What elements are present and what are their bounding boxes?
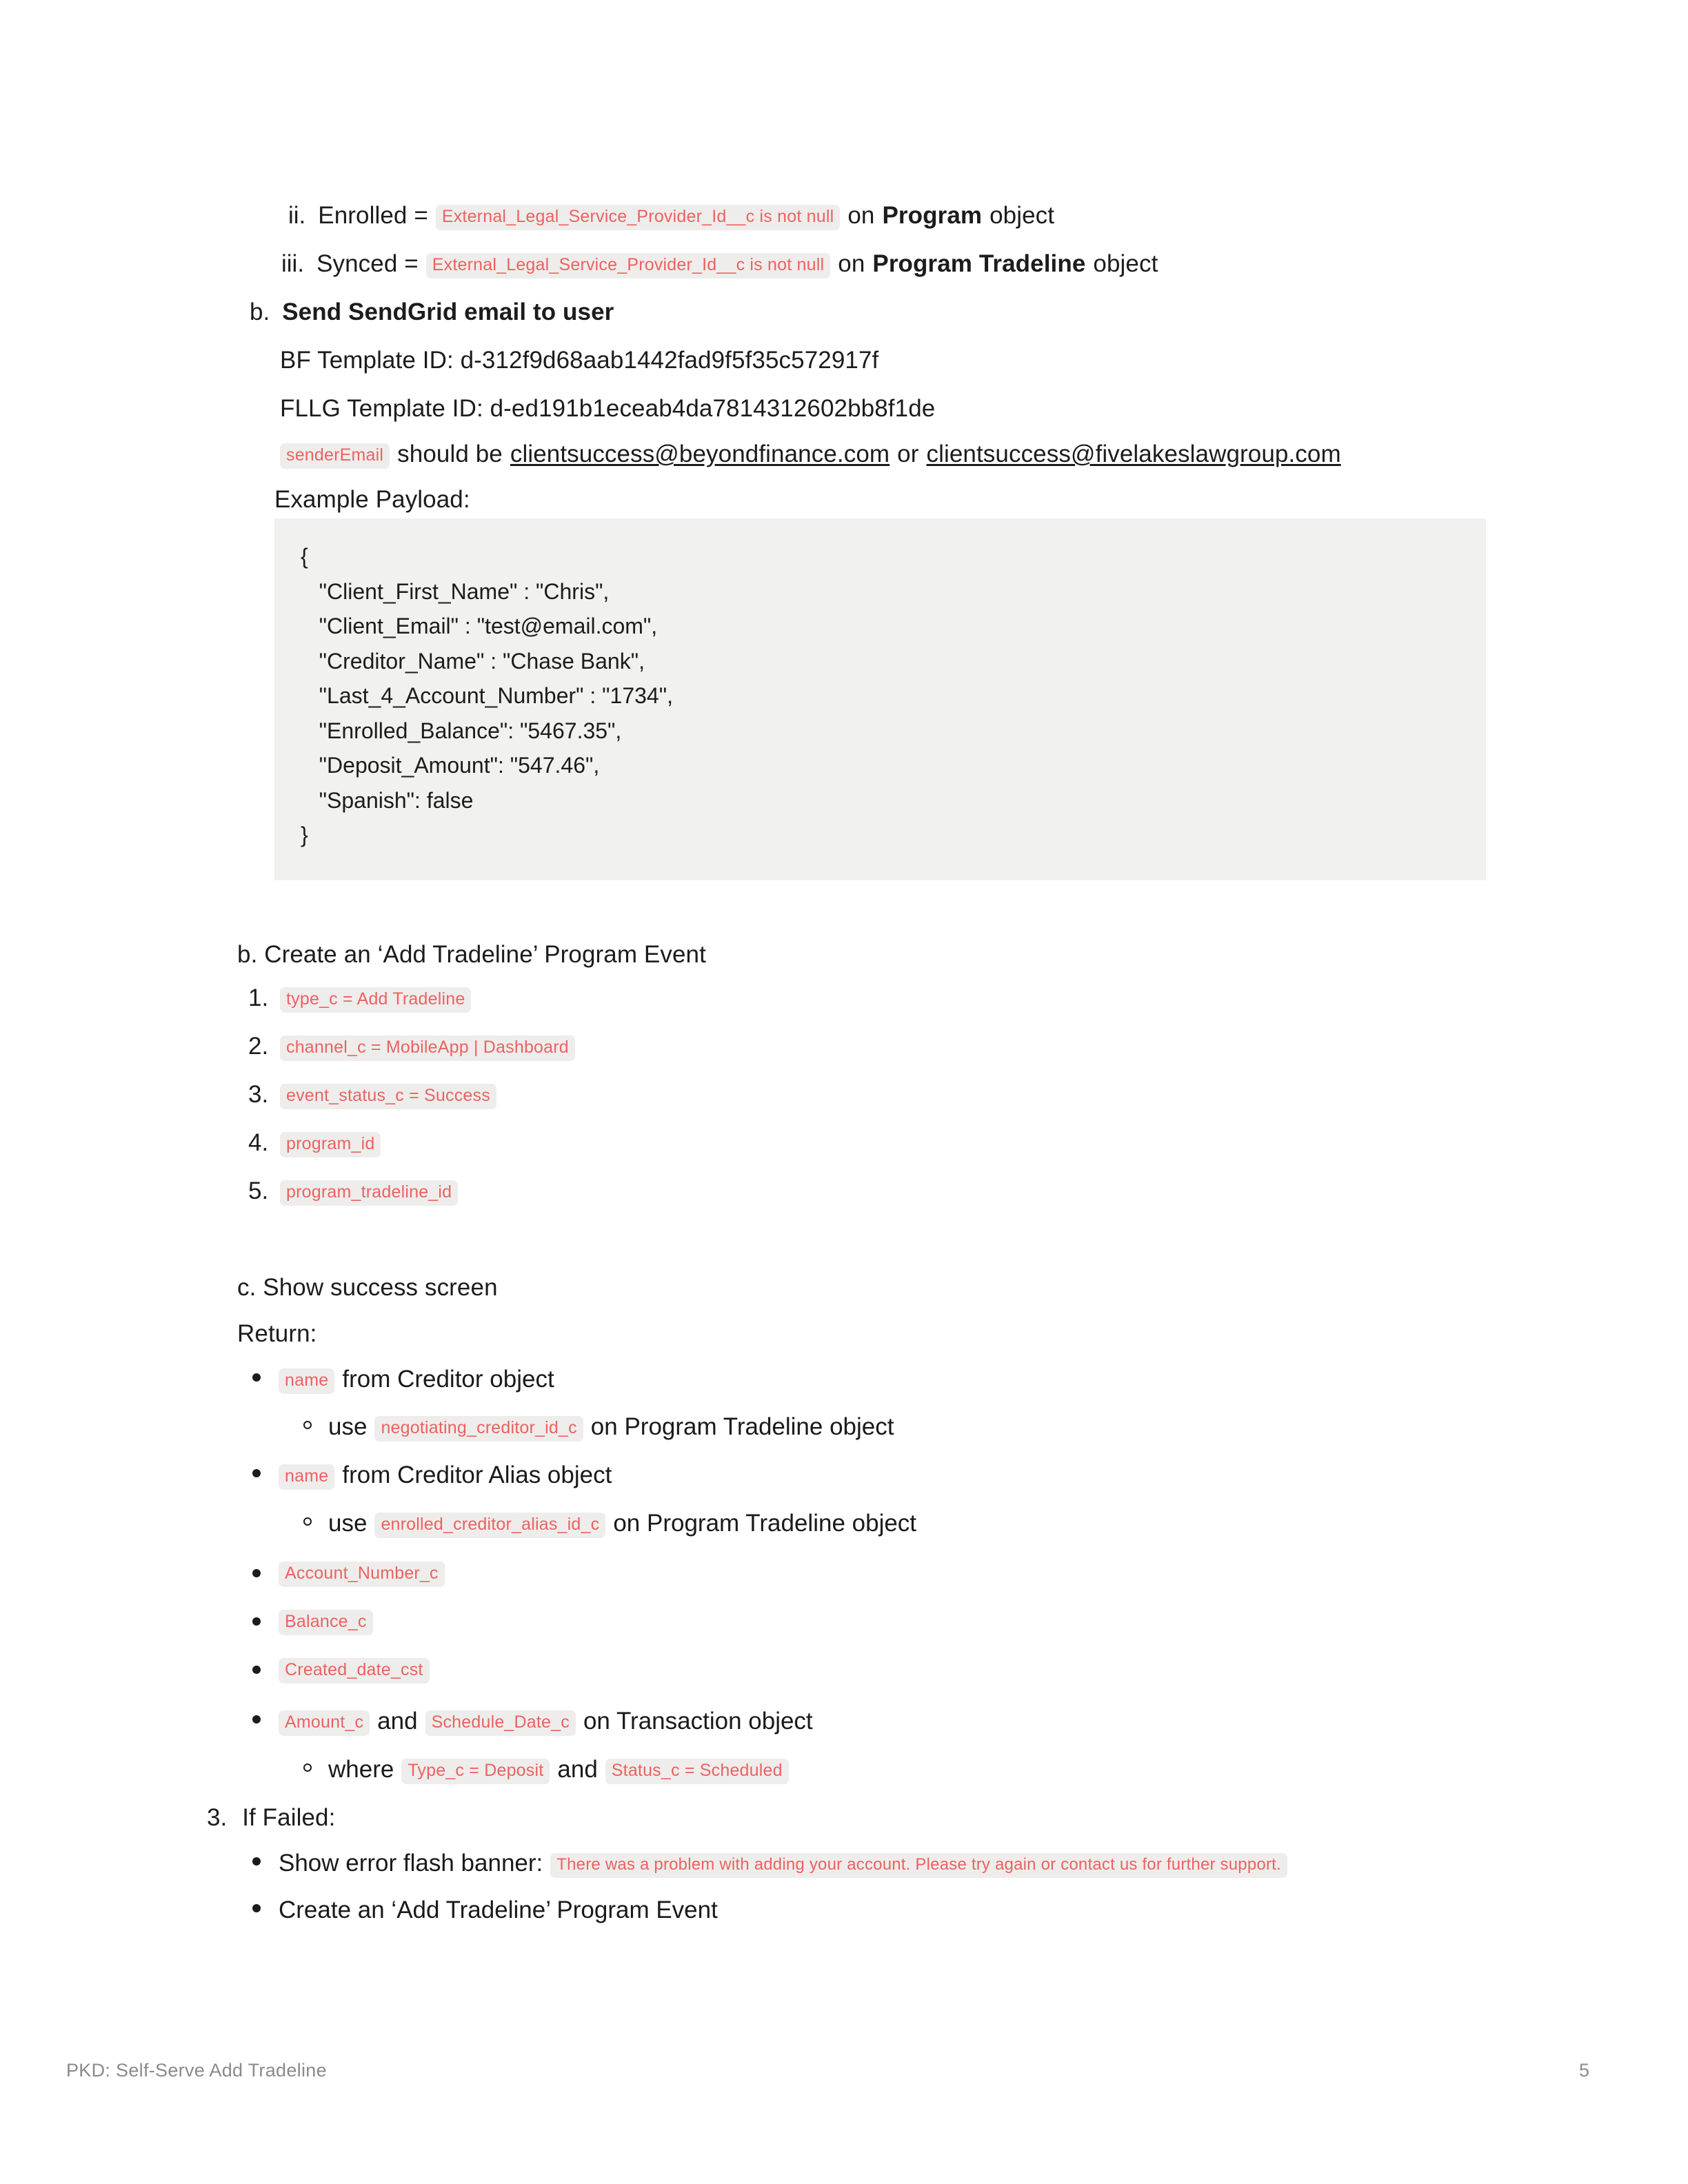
roman-item-iii-label: Synced = [316,250,419,277]
numbered-marker-4: 4. [248,1129,269,1156]
roman-item-ii-object-name: Program [882,202,983,229]
list-item-created-date-cst [252,1659,430,1685]
list-item-show-error-flash-banner [252,1848,1287,1879]
link-clientsuccess-beyondfinance[interactable]: clientsuccess@beyondfinance.com [510,441,890,467]
payload-line-5: "Enrolled_Balance": "5467.35", [301,718,622,743]
list-item-create-add-tradeline-event [252,1894,718,1926]
roman-item-ii-suffix-post: object [989,202,1055,229]
fllg-template-id: FLLG Template ID: d-ed191b1eceab4da7814312602bb8f1de [280,395,936,422]
section-failed-heading: If Failed: [242,1804,336,1831]
return-label: Return: [237,1320,317,1347]
payload-line-2: "Client_Email" : "test@email.com", [301,614,658,639]
roman-item-ii-suffix-pre: on [847,202,875,229]
bullet-dot-icon [252,1904,261,1912]
numbered-item-3 [248,1081,496,1111]
bullet-circle-icon [303,1763,312,1772]
list-item-content [328,1754,789,1786]
list-item-text-before: Show error flash banner: [279,1850,543,1877]
footer-page-number: 5 [1579,2060,1590,2081]
section-failed-heading-row [207,1801,335,1835]
list-item-text: on Program Tradeline object [590,1413,894,1440]
section-failed-marker: 3. [207,1804,228,1831]
bullet-dot-icon [252,1569,261,1577]
bullet-dot-icon [252,1373,261,1382]
roman-item-iii-content [316,247,1158,281]
code-tag-status-c-scheduled: Status_c = Scheduled [605,1759,789,1784]
section-b-heading: Send SendGrid email to user [282,299,614,325]
list-item-text: from Creditor Alias object [342,1462,612,1488]
list-item-text-before: where [328,1756,394,1783]
list-item-content [279,1706,813,1737]
numbered-item-2 [248,1033,575,1062]
code-tag-enrolled-creditor-alias-id-c: enrolled_creditor_alias_id_c [374,1513,605,1538]
list-item-text-before: use [328,1413,368,1440]
numbered-item-5 [248,1177,458,1207]
numbered-marker-5: 5. [248,1177,269,1204]
bullet-dot-icon [252,1469,261,1477]
footer-document-title: PKD: Self-Serve Add Tradeline [66,2060,327,2081]
code-tag-enrolled-condition: External_Legal_Service_Provider_Id__c is not null [436,205,840,230]
list-item-use-enrolled-creditor-alias [303,1508,916,1539]
list-item-where-type-status [303,1754,789,1786]
list-item-content [279,1364,554,1395]
payload-line-0: { [301,544,308,569]
code-tag-program-id: program_id [280,1132,381,1157]
link-clientsuccess-fivelakeslawgroup[interactable]: clientsuccess@fivelakeslawgroup.com [926,441,1341,467]
roman-item-iii-object-name: Program Tradeline [872,250,1086,277]
code-tag-synced-condition: External_Legal_Service_Provider_Id__c is not null [426,253,830,279]
list-item-text: on Program Tradeline object [613,1510,917,1537]
bullet-dot-icon [252,1715,261,1723]
payload-line-3: "Creditor_Name" : "Chase Bank", [301,648,645,674]
list-item-content [328,1508,916,1539]
list-item-content [328,1411,894,1443]
code-tag-amount-c: Amount_c [279,1710,370,1736]
sender-email-or: or [897,441,919,467]
bullet-circle-icon [303,1421,312,1429]
bullet-circle-icon [303,1517,312,1526]
bf-template-id: BF Template ID: d-312f9d68aab1442fad9f5f35c572917f [280,347,879,374]
list-item-content [279,1659,430,1685]
code-tag-event-status-c: event_status_c = Success [280,1084,496,1109]
numbered-marker-1: 1. [248,984,269,1011]
list-item-content [279,1611,373,1637]
example-payload-codeblock [274,518,1486,880]
payload-line-4: "Last_4_Account_Number" : "1734", [301,683,673,709]
code-tag-type-c-deposit: Type_c = Deposit [401,1759,550,1784]
code-tag-schedule-date-c: Schedule_Date_c [425,1710,576,1736]
section-b-marker: b. [250,299,270,325]
code-tag-program-tradeline-id: program_tradeline_id [280,1180,458,1206]
code-tag-negotiating-creditor-id-c: negotiating_creditor_id_c [374,1416,583,1442]
code-tag-channel-c: channel_c = MobileApp | Dashboard [280,1035,575,1061]
list-item-name-creditor [252,1364,554,1395]
section-b-heading-row [250,295,614,330]
list-item-text: on Transaction object [583,1708,813,1735]
list-item-balance-c [252,1611,373,1637]
list-item-content [279,1459,612,1491]
list-item-use-negotiating-creditor [303,1411,894,1443]
roman-list-item-ii [288,199,1054,233]
list-item-name-creditor-alias [252,1459,612,1491]
payload-line-6: "Deposit_Amount": "547.46", [301,753,600,778]
roman-marker-ii: ii. [288,202,306,229]
sender-email-text: should be [397,441,503,467]
code-tag-error-banner-message: There was a problem with adding your account. Please try again or contact us for further support. [550,1853,1287,1878]
section-c-heading: c. Show success screen [237,1274,498,1301]
list-item-text-before: Create an ‘Add Tradeline’ Program Event [279,1897,718,1923]
list-item-amount-schedule-date [252,1706,813,1737]
numbered-item-4 [248,1129,381,1159]
bullet-dot-icon [252,1617,261,1626]
section-b2-heading: b. Create an ‘Add Tradeline’ Program Event [237,941,706,968]
numbered-marker-3: 3. [248,1081,269,1108]
code-tag-name-creditor: name [279,1368,334,1394]
roman-item-iii-suffix-pre: on [838,250,865,277]
code-tag-name-creditor-alias: name [279,1464,334,1490]
example-payload-label: Example Payload: [274,486,470,513]
roman-list-item-iii [281,247,1158,281]
list-item-text: from Creditor object [342,1366,554,1393]
code-tag-account-number-c: Account_Number_c [279,1561,445,1587]
roman-item-ii-content [318,199,1054,233]
numbered-marker-2: 2. [248,1033,269,1060]
list-item-account-number-c [252,1563,445,1588]
roman-item-ii-label: Enrolled = [318,202,428,229]
list-item-text-before: use [328,1510,368,1537]
code-tag-sender-email: senderEmail [280,443,390,469]
list-item-text-mid: and [557,1756,598,1783]
numbered-item-1 [248,984,471,1014]
sender-email-row [280,437,1341,472]
bullet-dot-icon [252,1666,261,1674]
payload-line-7: "Spanish": false [301,787,474,813]
list-item-content [279,1894,718,1926]
payload-line-8: } [301,822,308,848]
code-tag-balance-c: Balance_c [279,1610,373,1635]
list-item-text-mid: and [377,1708,418,1735]
payload-line-1: "Client_First_Name" : "Chris", [301,578,610,604]
bullet-dot-icon [252,1857,261,1866]
roman-marker-iii: iii. [281,250,305,277]
roman-item-iii-suffix-post: object [1093,250,1158,277]
code-tag-type-c: type_c = Add Tradeline [280,987,471,1013]
code-tag-created-date-cst: Created_date_cst [279,1658,430,1684]
list-item-content [279,1563,445,1588]
list-item-content [279,1848,1287,1879]
